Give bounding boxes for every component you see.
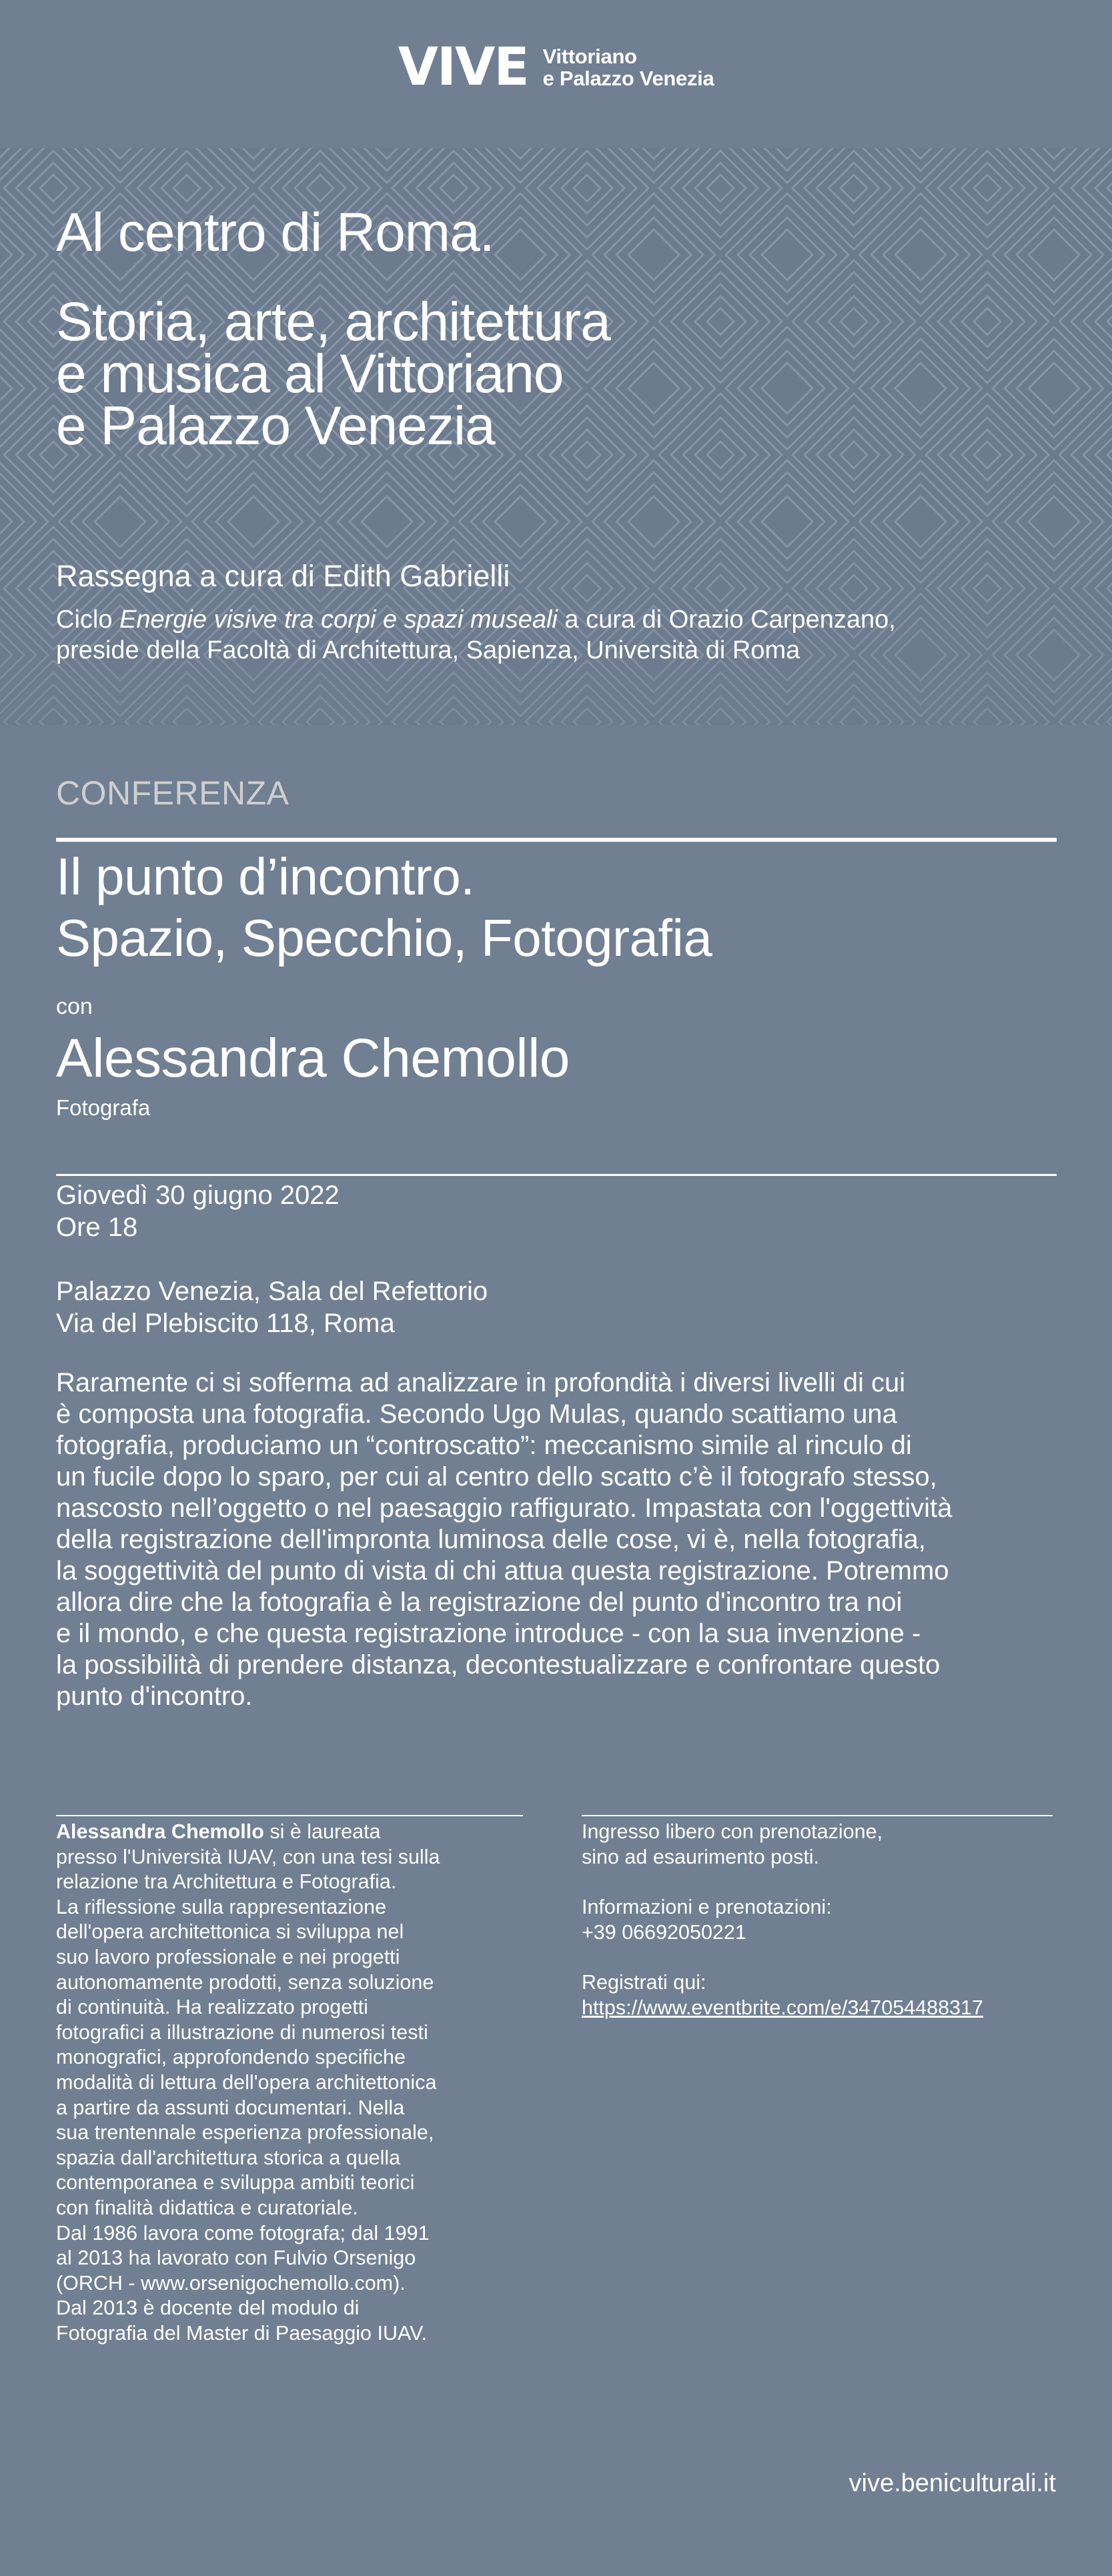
description-line: fotografia, produciamo un “controscatto”: meccanismo simile al rinculo di [56,1431,912,1460]
bio-line: dell'opera architettonica si sviluppa nel [56,1920,404,1944]
speaker-role: Fotografa [56,1095,151,1120]
register-label: Registrati qui: [582,1971,706,1994]
register-info [582,1970,1062,2020]
description-line: la possibilità di prendere distanza, decontestualizzare e confrontare questo [56,1650,941,1680]
logo-text-line1: Vittoriano [542,45,637,68]
bio-line: al 2013 ha lavorato con Fulvio Orsenigo [56,2246,416,2270]
cycle-suffix: a cura di Orazio Carpenzano, [557,606,896,634]
bio-line: presso l'Università IUAV, con una tesi sulla [56,1845,440,1868]
event-description [56,1367,1070,1712]
phone-number[interactable]: +39 06692050221 [582,1920,746,1944]
header-logo [0,37,1112,97]
bio-line: Dal 1986 lavora come fotografa; dal 1991 [56,2221,430,2244]
hero-subtitle-line: e Palazzo Venezia [56,396,495,456]
speaker-name: Alessandra Chemollo [56,1028,570,1089]
event-title-line2: Spazio, Specchio, Fotografia [56,908,712,967]
cycle-line2: preside della Facoltà di Architettura, Sapienza, Università di Roma [56,636,800,664]
contact-label: Informazioni e prenotazioni: [582,1896,832,1919]
bio-line: suo lavoro professionale e nei progetti [56,1945,400,1968]
hero-subtitle [56,291,990,456]
bio-name: Alessandra Chemollo [56,1820,264,1843]
hero-banner [0,148,1112,725]
divider-info [582,1815,1053,1816]
bio-line: Fotografia del Master di Paesaggio IUAV. [56,2321,428,2345]
description-line: è composta una fotografia. Secondo Ugo Mulas, quando scattiamo una [56,1399,897,1429]
description-line: allora dire che la fotografia è la registrazione del punto d'incontro tra noi [56,1587,903,1617]
event-info [582,1820,1062,2046]
bio-line: Dal 2013 è docente del modulo di [56,2297,360,2320]
description-line: punto d'incontro. [56,1682,253,1711]
event-venue: Palazzo Venezia, Sala del Refettorio [56,1277,488,1306]
event-title-line1: Il punto d’incontro. [56,847,475,906]
divider-top [56,838,1057,842]
register-link[interactable]: https://www.eventbrite.com/e/347054488317 [582,1996,983,2019]
bio-first-line [56,1820,523,1845]
hero-subtitle-line: Storia, arte, architettura [56,291,610,352]
description-line: della registrazione dell'impronta luminosa delle cose, vi è, nella fotografia, [56,1525,926,1554]
description-line: Raramente ci si sofferma ad analizzare in profondità i diversi livelli di cui [56,1368,906,1397]
with-label: con [56,994,93,1019]
bio-line: spazia dall'architettura storica a quella [56,2146,401,2169]
event-datetime [56,1179,1057,1243]
logo-mark: VIVE [398,37,528,97]
hero-title: Al centro di Roma. [56,202,494,263]
description-line: e il mondo, e che questa registrazione introduce - con la sua invenzione - [56,1619,921,1648]
description-line: la soggettività del punto di vista di chi attua questa registrazione. Potremmo [56,1556,949,1585]
bio-line: con finalità didattica e curatoriale. [56,2196,358,2219]
bio-line: modalità di lettura dell'opera architettonica [56,2070,437,2094]
entry-info [582,1820,1062,1870]
cycle-prefix: Ciclo [56,606,120,634]
hero-subtitle-line: e musica al Vittoriano [56,344,564,404]
event-address: Via del Plebiscito 118, Roma [56,1309,395,1338]
event-date: Giovedì 30 giugno 2022 [56,1181,340,1210]
logo-text-line2: e Palazzo Venezia [542,67,714,90]
bio-line: (ORCH - www.orsenigochemollo.com). [56,2271,406,2295]
bio-line: sua trentennale esperienza professionale, [56,2121,434,2144]
bio-line: fotografici a illustrazione di numerosi testi [56,2020,428,2044]
bio-line: La riflessione sulla rappresentazione [56,1895,387,1918]
bio-line: contemporanea e sviluppa ambiti teorici [56,2171,415,2194]
description-line: un fucile dopo lo sparo, per cui al centro dello scatto c’è il fotografo stesso, [56,1462,937,1491]
bio-line: relazione tra Architettura e Fotografia. [56,1870,397,1894]
event-title [56,846,1057,969]
bio-line: autonomamente prodotti, senza soluzione [56,1970,434,1994]
bio-first-line-rest: si è laureata [263,1820,381,1843]
bio-line: a partire da assunti documentari. Nella [56,2096,405,2119]
contact-info [582,1895,1062,1945]
event-category: CONFERENZA [56,774,290,812]
event-location [56,1275,1057,1339]
entry-line1: Ingresso libero con prenotazione, [582,1820,883,1843]
cycle-credit [56,604,1070,666]
curator-credit: Rassegna a cura di Edith Gabrielli [56,559,510,593]
bio-line: monografici, approfondendo specifiche [56,2046,406,2069]
entry-line2: sino ad esaurimento posti. [582,1845,820,1868]
cycle-title: Energie visive tra corpi e spazi museali [119,606,558,634]
logo-text [543,45,714,89]
speaker-bio [56,1820,523,2346]
bio-line: di continuità. Ha realizzato progetti [56,1996,368,2019]
divider-bio [56,1815,523,1816]
event-time: Ore 18 [56,1213,138,1242]
divider-middle [56,1174,1057,1176]
description-line: nascosto nell’oggetto o nel paesaggio raffigurato. Impastata con l'oggettività [56,1493,953,1523]
footer-site-link[interactable]: vive.beniculturali.it [849,2469,1056,2497]
